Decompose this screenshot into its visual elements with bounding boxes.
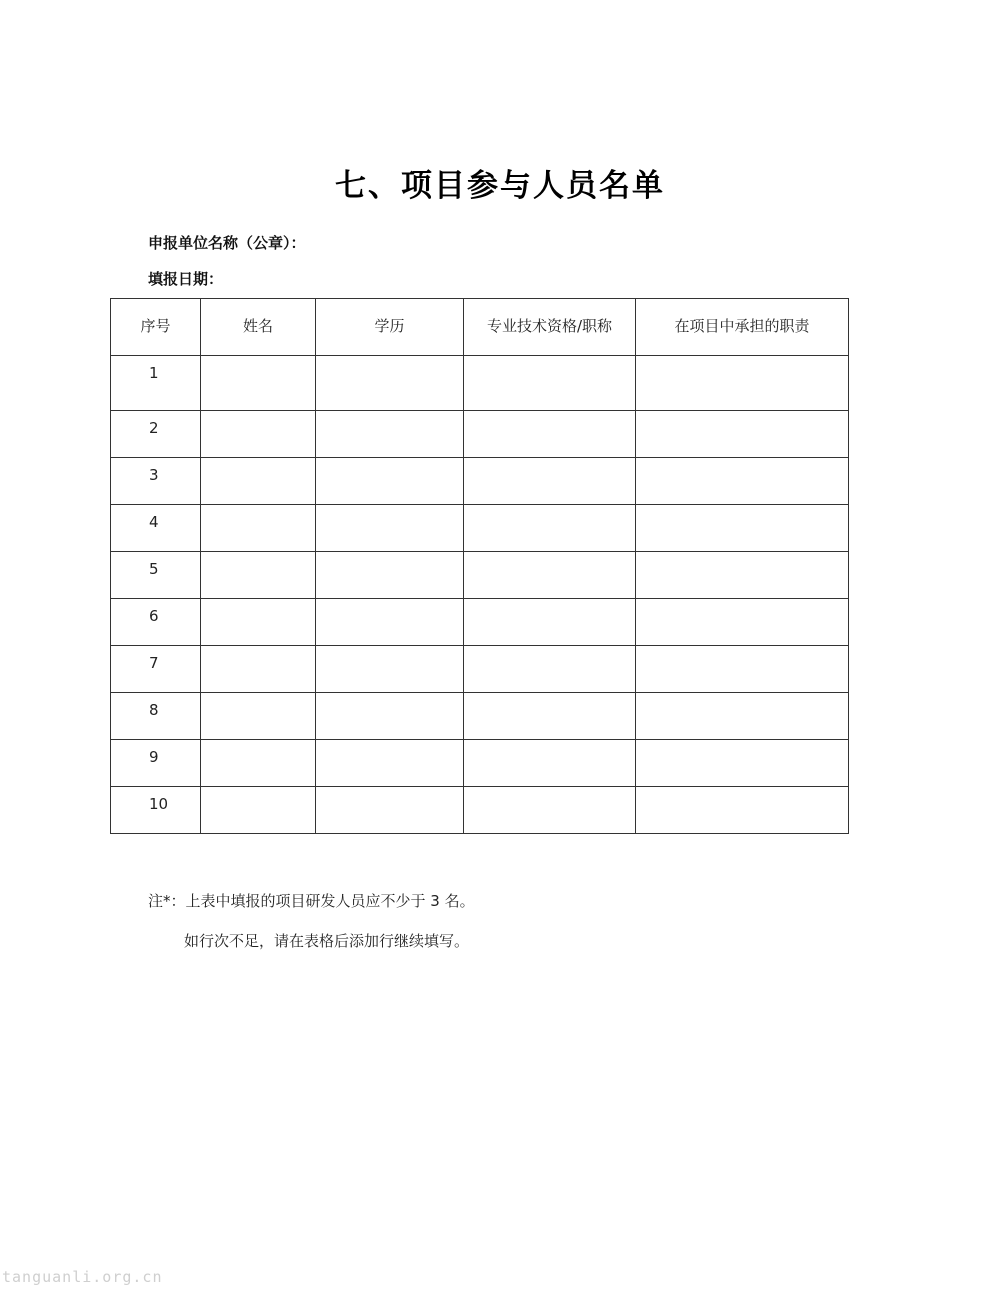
row-seq: 5	[111, 552, 201, 599]
duty-cell[interactable]	[636, 356, 849, 411]
row-seq: 6	[111, 599, 201, 646]
unit-name-label: 申报单位名称（公章）：	[148, 234, 306, 252]
name-cell[interactable]	[201, 599, 316, 646]
duty-cell[interactable]	[636, 646, 849, 693]
duty-cell[interactable]	[636, 693, 849, 740]
table-row	[111, 411, 849, 458]
education-cell[interactable]	[316, 693, 464, 740]
title-cell[interactable]	[464, 505, 636, 552]
title-cell[interactable]	[464, 458, 636, 505]
table-row	[111, 599, 849, 646]
name-cell[interactable]	[201, 505, 316, 552]
education-cell[interactable]	[316, 552, 464, 599]
name-cell[interactable]	[201, 740, 316, 787]
education-cell[interactable]	[316, 505, 464, 552]
education-cell[interactable]	[316, 411, 464, 458]
note-minimum-staff: 注*：上表中填报的项目研发人员应不少于 3 名。	[148, 892, 475, 910]
education-cell[interactable]	[316, 458, 464, 505]
row-seq: 9	[111, 740, 201, 787]
participants-table	[110, 298, 849, 834]
title-cell[interactable]	[464, 646, 636, 693]
site-watermark: tanguanli.org.cn	[2, 1268, 163, 1286]
table-row	[111, 693, 849, 740]
duty-cell[interactable]	[636, 505, 849, 552]
header-duty: 在项目中承担的职责	[636, 299, 849, 356]
duty-cell[interactable]	[636, 599, 849, 646]
duty-cell[interactable]	[636, 458, 849, 505]
name-cell[interactable]	[201, 646, 316, 693]
education-cell[interactable]	[316, 740, 464, 787]
table-row	[111, 740, 849, 787]
title-cell[interactable]	[464, 740, 636, 787]
row-seq: 1	[111, 356, 201, 411]
table-header-row	[111, 299, 849, 356]
duty-cell[interactable]	[636, 552, 849, 599]
title-cell[interactable]	[464, 356, 636, 411]
education-cell[interactable]	[316, 787, 464, 834]
fill-date-label: 填报日期：	[148, 270, 224, 288]
duty-cell[interactable]	[636, 411, 849, 458]
page-title: 七、项目参与人员名单	[335, 168, 665, 204]
education-cell[interactable]	[316, 356, 464, 411]
title-cell[interactable]	[464, 552, 636, 599]
education-cell[interactable]	[316, 646, 464, 693]
name-cell[interactable]	[201, 356, 316, 411]
title-cell[interactable]	[464, 599, 636, 646]
header-seq: 序号	[111, 299, 201, 356]
table-row	[111, 458, 849, 505]
header-title: 专业技术资格/职称	[464, 299, 636, 356]
education-cell[interactable]	[316, 599, 464, 646]
row-seq: 8	[111, 693, 201, 740]
name-cell[interactable]	[201, 411, 316, 458]
table-row	[111, 552, 849, 599]
note-add-rows: 如行次不足，请在表格后添加行继续填写。	[184, 932, 470, 950]
header-education: 学历	[316, 299, 464, 356]
row-seq: 2	[111, 411, 201, 458]
table-row	[111, 356, 849, 411]
duty-cell[interactable]	[636, 787, 849, 834]
title-cell[interactable]	[464, 693, 636, 740]
title-cell[interactable]	[464, 787, 636, 834]
row-seq: 3	[111, 458, 201, 505]
table-row	[111, 505, 849, 552]
header-name: 姓名	[201, 299, 316, 356]
table-row	[111, 646, 849, 693]
name-cell[interactable]	[201, 458, 316, 505]
name-cell[interactable]	[201, 693, 316, 740]
row-seq: 4	[111, 505, 201, 552]
row-seq: 10	[111, 787, 201, 834]
title-cell[interactable]	[464, 411, 636, 458]
duty-cell[interactable]	[636, 740, 849, 787]
name-cell[interactable]	[201, 787, 316, 834]
name-cell[interactable]	[201, 552, 316, 599]
row-seq: 7	[111, 646, 201, 693]
table-row	[111, 787, 849, 834]
